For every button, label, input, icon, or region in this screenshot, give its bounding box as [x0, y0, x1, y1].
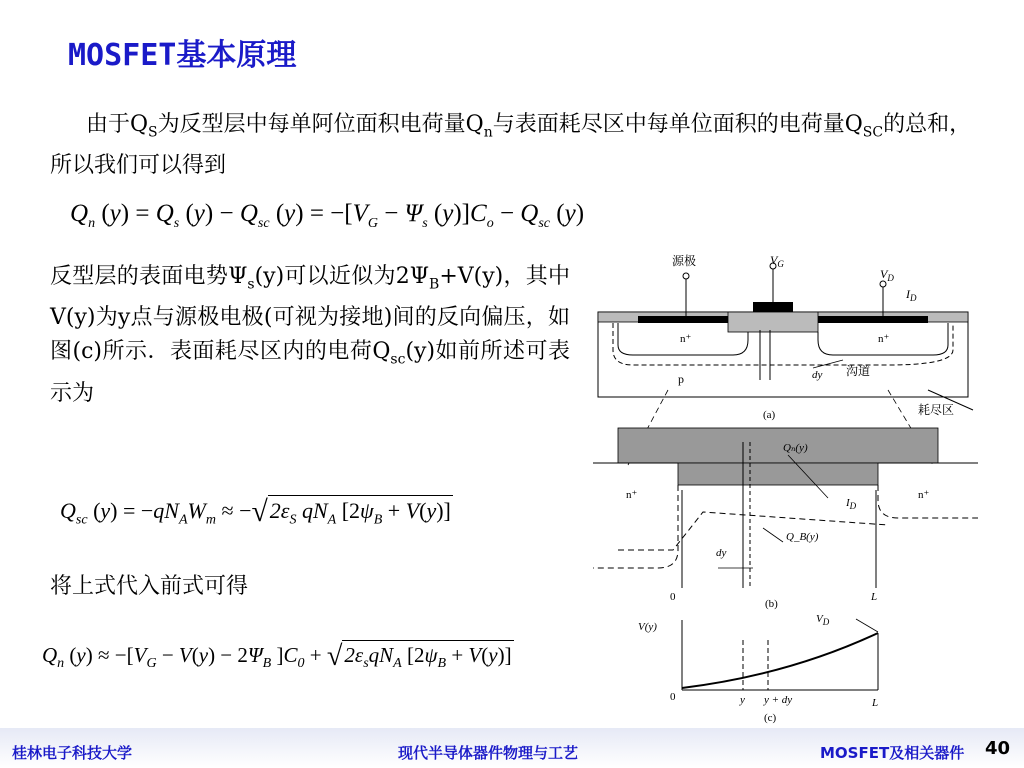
label-id-b: $I_D$ — [846, 497, 857, 511]
footer-course: 现代半导体器件物理与工艺 — [398, 744, 579, 762]
label-a: (a) — [763, 409, 776, 421]
footer-bar — [0, 728, 1024, 768]
diagram-a — [598, 253, 973, 421]
paragraph-intro: 由于$Q_S$为反型层中每单阿位面积电荷量$Q_n$与表面耗尽区中每单位面积的电荷量$Q_{SC}$的总和，所以我们可以得到 — [50, 112, 972, 179]
footer-chapter: MOSFET及相关器件 — [820, 744, 965, 762]
label-vy: V(y) — [638, 621, 657, 633]
paragraph-surface-potential: 反型层的表面电势$\Psi_s(y)$可以近似为$2\Psi_B+V(y)$，其中V(y)为y点与源极电极(可视为接地)间的反向偏压，如图(c)所示．表面耗尽区内的电荷$Q_{sc}(y)$如前所述可表示为 — [50, 264, 571, 406]
footer-university: 桂林电子科技大学 — [12, 744, 133, 762]
label-L-c: L — [872, 697, 879, 709]
label-source: 源极 — [672, 254, 697, 268]
label-vd-c: $V_D$ — [816, 613, 830, 627]
diagram-b — [593, 428, 978, 610]
label-p: p — [678, 372, 684, 386]
label-qb: Q_B(y) — [786, 531, 819, 543]
label-b: (b) — [765, 598, 778, 610]
label-channel: 沟道 — [846, 364, 871, 378]
label-nplus-b-left: n⁺ — [626, 489, 638, 501]
label-y: y — [740, 694, 745, 706]
label-ydy: y + dy — [764, 694, 793, 706]
label-dy-b: dy — [716, 547, 727, 559]
equation-qn: $Q_n$ $(y) = Q_s$ $(y) - Q_{sc}$ $(y) = -[V_G - \Psi_s$ $(y)]C_o - Q_{sc}$ (y) — [70, 200, 585, 231]
label-c: (c) — [764, 712, 777, 724]
page-number: 40 — [985, 738, 1011, 759]
label-dy-a: dy — [812, 369, 823, 381]
slide-title: MOSFET基本原理 — [68, 38, 297, 73]
label-vd: $V_D$ — [880, 267, 894, 283]
label-vg: $V_G$ — [770, 253, 784, 269]
label-nplus-b-right: n⁺ — [918, 489, 930, 501]
label-id: $I_D$ — [906, 287, 917, 303]
diagram-c — [638, 613, 878, 724]
equation-qn-final: $Q_n$ $(y) \approx -[V_G - V(y) - 2\Psi_B$ ]$C_0 + √2\varepsilon_sqN_A$ $[2\psi_B + V(y)]$ — [42, 641, 512, 672]
mosfet-diagram — [588, 250, 988, 725]
label-zero-b: 0 — [670, 591, 676, 603]
label-zero-c: 0 — [670, 691, 676, 703]
label-qn: Qₙ(y) — [783, 442, 808, 454]
label-nplus-source: n⁺ — [680, 333, 692, 345]
equation-qsc: $Q_{sc}$ $(y) = -qN_AW_m \approx -√2\varepsilon_S$ $qN_A$ $[2\psi_B + V(y)]$ — [60, 496, 451, 528]
paragraph-substitute: 将上式代入前式可得 — [50, 574, 249, 599]
label-L-b: L — [871, 591, 878, 603]
label-nplus-drain: n⁺ — [878, 333, 890, 345]
label-depletion: 耗尽区 — [918, 403, 955, 417]
